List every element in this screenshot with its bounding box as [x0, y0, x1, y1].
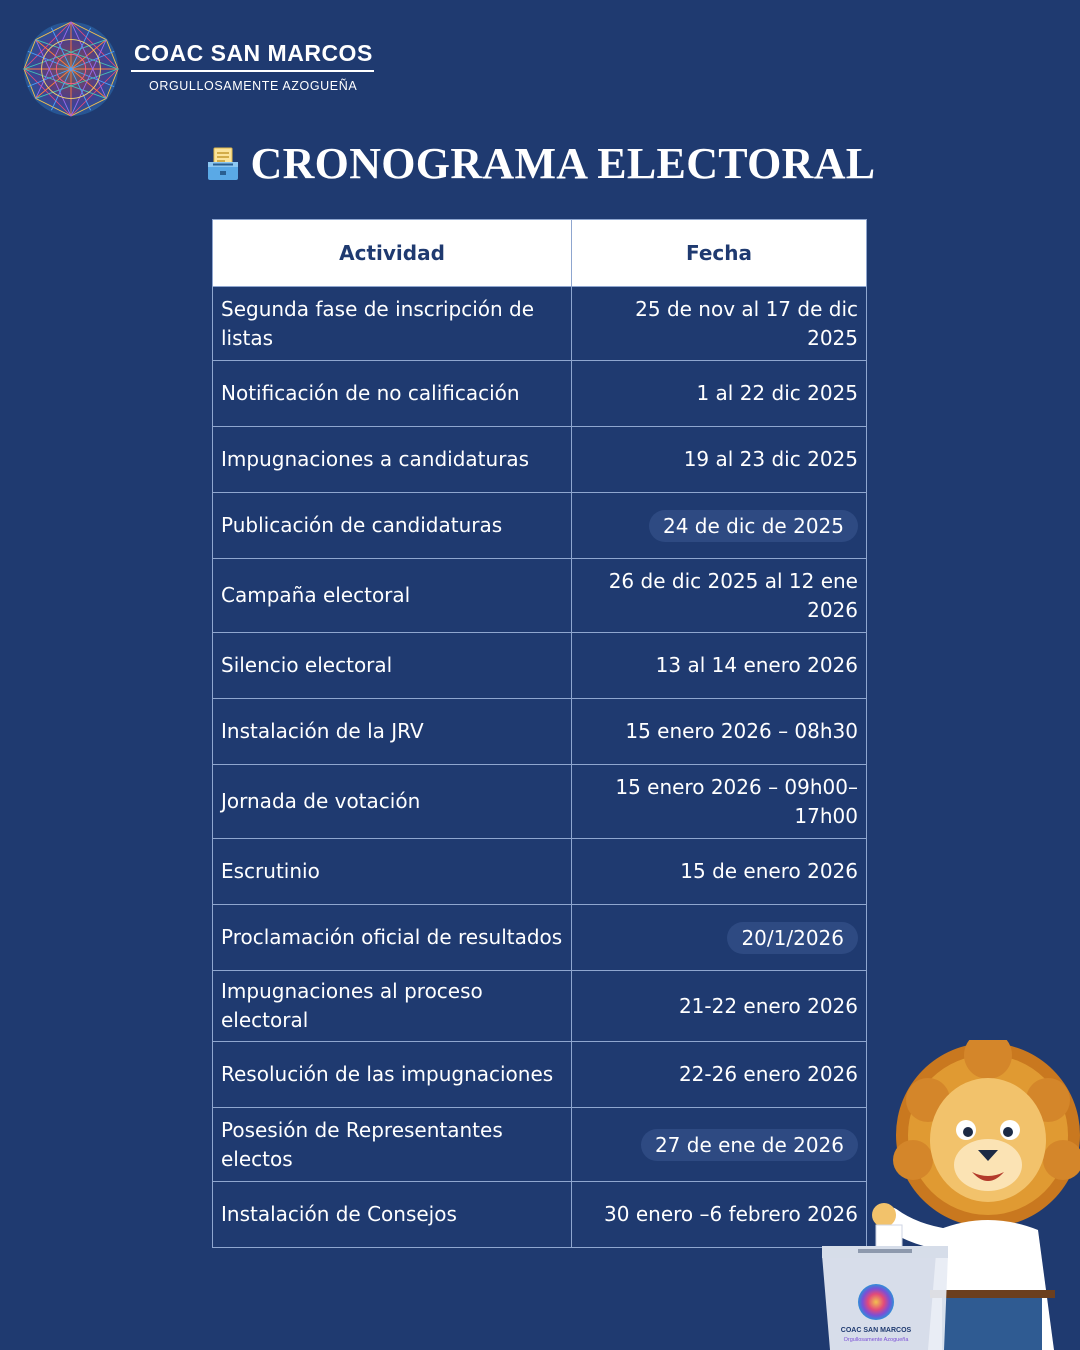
activity-cell: Resolución de las impugnaciones — [213, 1042, 572, 1108]
activity-cell: Jornada de votación — [213, 765, 572, 839]
date-cell: 25 de nov al 17 de dic 2025 — [572, 287, 867, 361]
header-activity: Actividad — [213, 220, 572, 287]
ballot-box-brand: COAC SAN MARCOS — [840, 1327, 912, 1334]
activity-cell: Segunda fase de inscripción de listas — [213, 287, 572, 361]
date-cell: 15 enero 2026 – 09h00– 17h00 — [572, 765, 867, 839]
title-row — [0, 138, 1080, 189]
date-cell: 15 de enero 2026 — [572, 839, 867, 905]
table-row — [213, 1108, 867, 1182]
activity-cell: Instalación de Consejos — [213, 1182, 572, 1248]
table-row — [213, 559, 867, 633]
activity-cell: Silencio electoral — [213, 633, 572, 699]
table-row — [213, 839, 867, 905]
table-row — [213, 361, 867, 427]
page-title: CRONOGRAMA ELECTORAL — [250, 139, 876, 188]
activity-cell: Impugnaciones al proceso electoral — [213, 971, 572, 1042]
date-cell: 15 enero 2026 – 08h30 — [572, 699, 867, 765]
date-pill: 20/1/2026 — [727, 922, 858, 954]
table-row — [213, 1042, 867, 1108]
date-cell — [572, 493, 867, 559]
lion-mascot-illustration — [818, 1040, 1080, 1350]
table-row — [213, 765, 867, 839]
date-cell: 19 al 23 dic 2025 — [572, 427, 867, 493]
table-row — [213, 427, 867, 493]
table-row — [213, 493, 867, 559]
activity-cell: Impugnaciones a candidaturas — [213, 427, 572, 493]
activity-cell: Posesión de Representantes electos — [213, 1108, 572, 1182]
brand-tagline: ORGULLOSAMENTE AZOGUEÑA — [149, 79, 358, 93]
brand-divider — [131, 70, 374, 72]
ballot-box-icon — [205, 146, 241, 182]
ballot-box-tagline: Orgullosamente Azogueña — [843, 1337, 909, 1343]
activity-cell: Proclamación oficial de resultados — [213, 905, 572, 971]
date-cell: 1 al 22 dic 2025 — [572, 361, 867, 427]
activity-cell: Notificación de no calificación — [213, 361, 572, 427]
date-cell: 30 enero –6 febrero 2026 — [572, 1182, 867, 1248]
table-row — [213, 905, 867, 971]
activity-cell: Instalación de la JRV — [213, 699, 572, 765]
date-cell: 13 al 14 enero 2026 — [572, 633, 867, 699]
date-pill: 27 de ene de 2026 — [641, 1129, 858, 1161]
header-date: Fecha — [572, 220, 867, 287]
brand-name: COAC SAN MARCOS — [134, 40, 373, 66]
date-pill: 24 de dic de 2025 — [649, 510, 858, 542]
table-row — [213, 633, 867, 699]
table-row — [213, 287, 867, 361]
ballot-box-illustration — [822, 1246, 948, 1350]
table-row — [213, 1182, 867, 1248]
table-row — [213, 971, 867, 1042]
date-cell: 21-22 enero 2026 — [572, 971, 867, 1042]
date-cell: 26 de dic 2025 al 12 ene 2026 — [572, 559, 867, 633]
activity-cell: Campaña electoral — [213, 559, 572, 633]
activity-cell: Escrutinio — [213, 839, 572, 905]
date-cell — [572, 905, 867, 971]
table-row — [213, 699, 867, 765]
coac-logo-icon — [22, 20, 120, 118]
table-header-row — [213, 220, 867, 287]
activity-cell: Publicación de candidaturas — [213, 493, 572, 559]
date-cell: 22-26 enero 2026 — [572, 1042, 867, 1108]
schedule-table — [212, 219, 867, 1248]
